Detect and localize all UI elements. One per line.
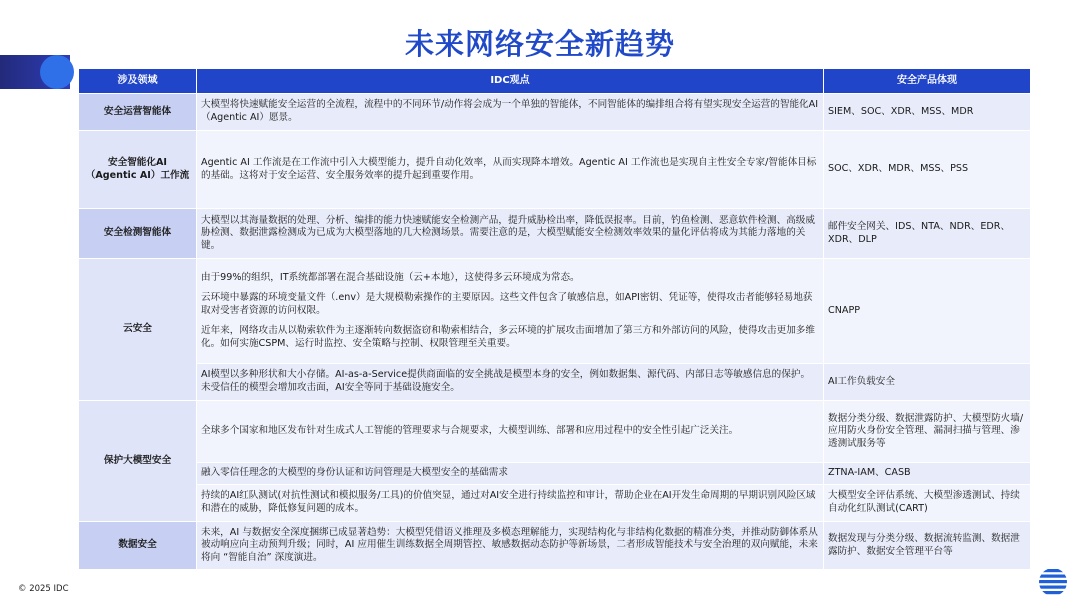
product-cell: 数据发现与分类分级、数据流转监测、数据泄露防护、数据安全管理平台等 (824, 522, 1031, 570)
table-row (79, 131, 1031, 209)
table-row (79, 463, 1031, 485)
table-header-row (79, 69, 1031, 94)
view-cell: 大模型将快速赋能安全运营的全流程，流程中的不同环节/动作将会成为一个单独的智能体，不同智能体的编排组合将有望实现安全运营的智能化AI（Agentic AI）愿景。 (197, 94, 824, 131)
product-cell: SOC、XDR、MDR、MSS、PSS (824, 131, 1031, 209)
view-cell: 融入零信任理念的大模型的身份认证和访问管理是大模型安全的基础需求 (197, 463, 824, 485)
table-row (79, 485, 1031, 522)
view-cell: 未来，AI 与数据安全深度捆绑已成显著趋势：大模型凭借语义推理及多模态理解能力，实现结构化与非结构化数据的精准分类，并推动防御体系从被动响应向主动预判升级；同时，AI 应用催生训练数据全周期管控、敏感数据动态防护等新场景，二者形成智能技术与安全治理的双向赋能，未来将向 “智能自治” 深度演进。 (197, 522, 824, 570)
copyright-text: © 2025 IDC (18, 584, 69, 594)
view-cell: 全球多个国家和地区发布针对生成式人工智能的管理要求与合规要求，大模型训练、部署和应用过程中的安全性引起广泛关注。 (197, 401, 824, 463)
product-cell: 邮件安全网关、IDS、NTA、NDR、EDR、XDR、DLP (824, 209, 1031, 259)
area-cell: 安全检测智能体 (79, 209, 197, 259)
view-paragraph: 云环境中暴露的环境变量文件（.env）是大规模勒索操作的主要原因。这些文件包含了敏感信息，如API密钥、凭证等，使得攻击者能够轻易地获取对受害者资源的访问权限。 (201, 292, 813, 316)
area-cell (79, 131, 197, 209)
area-cell: 安全运营智能体 (79, 94, 197, 131)
view-cell: 大模型以其海量数据的处理、分析、编排的能力快速赋能安全检测产品，提升威胁检出率，降低误报率。目前，钓鱼检测、恶意软件检测、高级威胁检测、数据泄露检测成为已成为大模型落地的几大检测场景。需要注意的是，大模型赋能安全检测效率效果的量化评估将成为其能力落地的关键。 (197, 209, 824, 259)
view-cell: AI模型以多种形状和大小存储。AI-as-a-Service提供商面临的安全挑战是模型本身的安全，例如数据集、源代码、内部日志等敏感信息的保护。未受信任的模型会增加攻击面，AI安全等同于基础设施安全。 (197, 364, 824, 401)
table-row (79, 522, 1031, 570)
header-product: 安全产品体现 (824, 69, 1031, 94)
area-cell: 数据安全 (79, 522, 197, 570)
area-cell: 云安全 (79, 259, 197, 401)
product-cell: AI工作负载安全 (824, 364, 1031, 401)
product-cell: ZTNA-IAM、CASB (824, 463, 1031, 485)
area-line: （Agentic AI）工作流 (85, 169, 190, 181)
view-cell: Agentic AI 工作流是在工作流中引入大模型能力，提升自动化效率，从而实现降本增效。Agentic AI 工作流也是实现自主性安全专家/智能体目标的基础。这将对于安全运营、安全服务效率的提升起到重要作用。 (197, 131, 824, 209)
table-row (79, 94, 1031, 131)
product-cell: CNAPP (824, 259, 1031, 364)
view-paragraph: 近年来，网络攻击从以勒索软件为主逐渐转向数据盗窃和勒索相结合，多云环境的扩展攻击面增加了第三方和外部访问的风险，使得攻击更加多维化。如何实施CSPM、运行时监控、安全策略与控制、权限管理至关重要。 (201, 325, 815, 349)
table-row (79, 209, 1031, 259)
header-view: IDC观点 (197, 69, 824, 94)
product-cell: 数据分类分级、数据泄露防护、大模型防火墙/应用防火身份安全管理、漏洞扫描与管理、渗透测试服务等 (824, 401, 1031, 463)
decorative-circle (40, 55, 74, 89)
product-cell: 大模型安全评估系统、大模型渗透测试、持续自动化红队测试(CART) (824, 485, 1031, 522)
table-row (79, 259, 1031, 364)
product-cell: SIEM、SOC、XDR、MSS、MDR (824, 94, 1031, 131)
area-cell: 保护大模型安全 (79, 401, 197, 522)
view-cell: 持续的AI红队测试(对抗性测试和模拟服务/工具)的价值突显，通过对AI安全进行持续监控和审计，帮助企业在AI开发生命周期的早期识别风险区域和潜在的威胁，降低修复问题的成本。 (197, 485, 824, 522)
table-row (79, 364, 1031, 401)
table-row (79, 401, 1031, 463)
trend-table (78, 68, 1031, 570)
header-area: 涉及领域 (79, 69, 197, 94)
view-paragraph: 由于99%的组织，IT系统都部署在混合基础设施（云+本地），这使得多云环境成为常态。 (201, 271, 580, 283)
idc-logo-icon (1038, 567, 1068, 597)
area-line: 安全智能化AI (108, 156, 167, 168)
page-title: 未来网络安全新趋势 (404, 27, 675, 61)
view-cell (197, 259, 824, 364)
